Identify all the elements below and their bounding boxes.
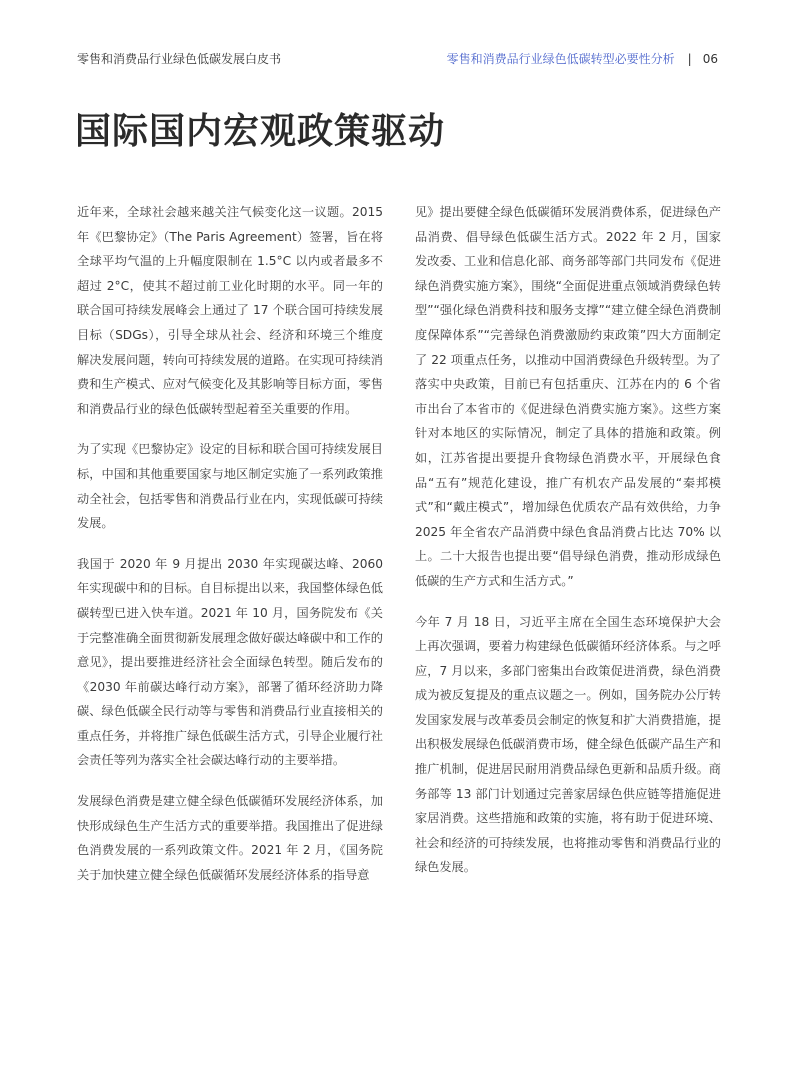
document-title: 零售和消费品行业绿色低碳发展白皮书: [77, 52, 282, 66]
paragraph: 我国于 2020 年 9 月提出 2030 年实现碳达峰、2060 年实现碳中和的目标。自目标提出以来，我国整体绿色低碳转型已进入快车道。2021 年 10 月，国务院发布《关于完整准确全面贯彻新发展理念做好碳达峰碳中和工作的意见》，提出要推进经济社会全面绿色转型。随后发布的《2030 年前碳达峰行动方案》，部署了循环经济助力降碳、绿色低碳全民行动等与零售和消费品行业直接相关的重点任务，并将推广绿色低碳生活方式，引导企业履行社会责任等列为落实全社会碳达峰行动的主要举措。: [77, 556, 383, 768]
paragraph: 为了实现《巴黎协定》设定的目标和联合国可持续发展目标，中国和其他重要国家与地区制定实施了一系列政策推动全社会，包括零售和消费品行业在内，实现低碳可持续发展。: [77, 442, 383, 531]
page-title: 国际国内宏观政策驱动: [75, 111, 446, 152]
paragraph: 近年来，全球社会越来越关注气候变化这一议题。2015年《巴黎协定》（The Paris Agreement）签署，旨在将全球平均气温的上升幅度限制在 1.5°C 以内或者最多不超过 2°C，使其不超过前工业化时期的水平。同一年的联合国可持续发展峰会上通过了 17 个联合国可持续发展目标（SDGs），引导全球从社会、经济和环境三个维度解决发展问题，转向可持续发展的道路。在实现可持续消费和生产模式、应对气候变化及其影响等目标方面，零售和消费品行业的绿色低碳转型起着至关重要的作用。: [77, 205, 383, 416]
paragraph: 见》提出要健全绿色低碳循环发展消费体系，促进绿色产品消费、倡导绿色低碳生活方式。2022 年 2 月，国家发改委、工业和信息化部、商务部等部门共同发布《促进绿色消费实施方案》，围绕“全面促进重点领域消费绿色转型”“强化绿色消费科技和服务支撑”“建立健全绿色消费制度保障体系”“完善绿色消费激励约束政策”四大方面制定了 22 项重点任务，以推动中国消费绿色升级转型。为了落实中央政策，目前已有包括重庆、江苏在内的 6 个省市出台了本省市的《促进绿色消费实施方案》。这些方案针对本地区的实际情况，制定了具体的措施和政策。例如，江苏省提出要提升食物绿色消费水平，开展绿色食品“五有”规范化建设，推广有机农产品发展的“秦邦模式”和“戴庄模式”，增加绿色优质农产品有效供给，力争 2025 年全省农产品消费中绿色食品消费占比达 70% 以上。二十大报告也提出要“倡导绿色消费，推动形成绿色低碳的生产方式和生活方式。”: [415, 205, 721, 588]
section-title: 零售和消费品行业绿色低碳转型必要性分析: [446, 52, 675, 66]
header-right: [447, 50, 718, 68]
left-column: [77, 200, 383, 903]
page-header: [77, 50, 718, 68]
paragraph: 发展绿色消费是建立健全绿色低碳循环发展经济体系，加快形成绿色生产生活方式的重要举措。我国推出了促进绿色消费发展的一系列政策文件。2021 年 2 月，《国务院关于加快建立健全绿色低碳循环发展经济体系的指导意: [77, 794, 383, 882]
right-column: [415, 200, 721, 896]
page-number: 06: [702, 52, 718, 66]
header-separator: |: [687, 52, 692, 66]
paragraph: 今年 7 月 18 日，习近平主席在全国生态环境保护大会上再次强调，要着力构建绿色低碳循环经济体系。与之呼应，7 月以来，多部门密集出台政策促进消费，绿色消费成为被反复提及的重点议题之一。例如，国务院办公厅转发国家发展与改革委员会制定的恢复和扩大消费措施，提出积极发展绿色低碳消费市场，健全绿色低碳产品生产和推广机制，促进居民耐用消费品绿色更新和品质升级。商务部等 13 部门计划通过完善家居绿色供应链等措施促进家居消费。这些措施和政策的实施，将有助于促进环境、社会和经济的可持续发展，也将推动零售和消费品行业的绿色发展。: [415, 614, 721, 875]
